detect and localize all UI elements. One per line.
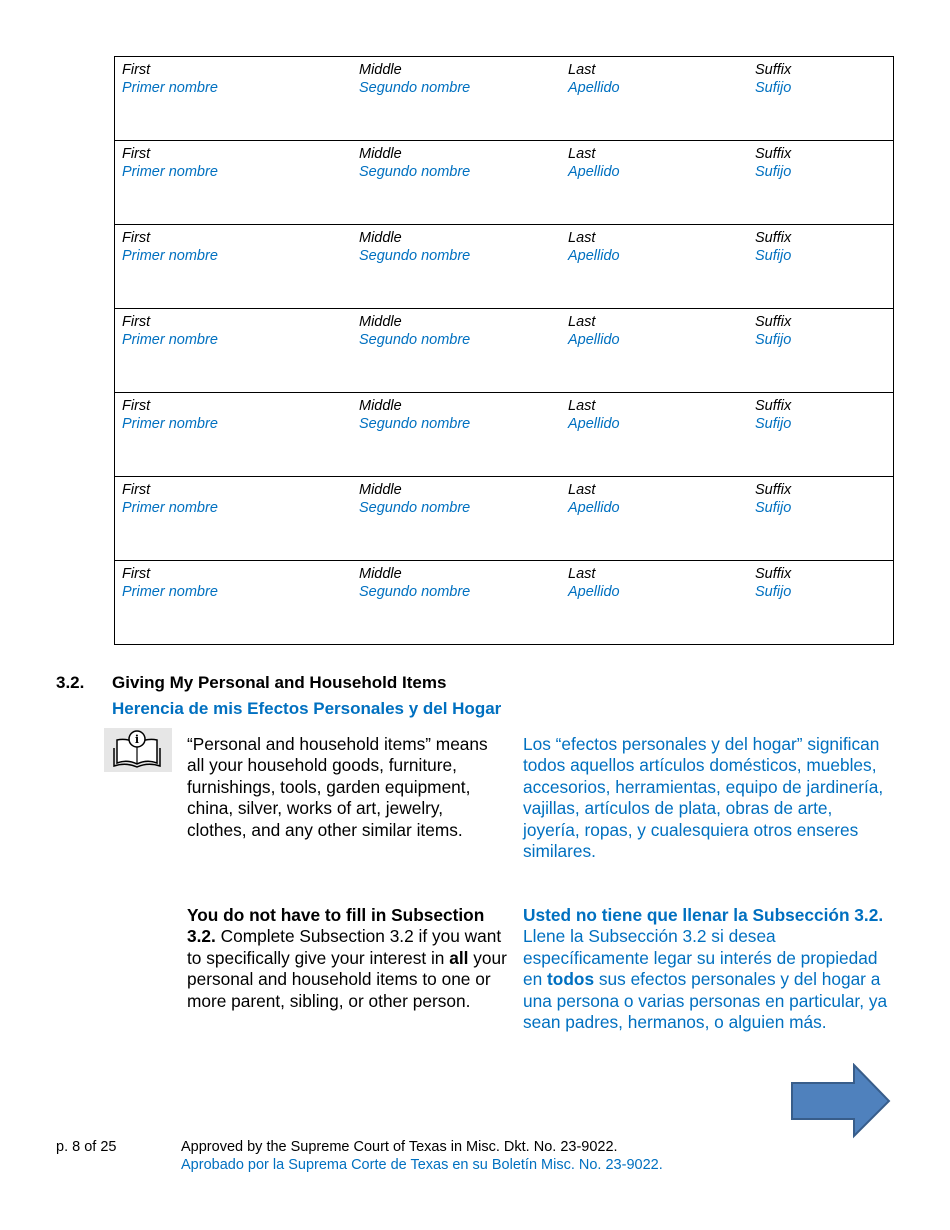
first-name-field-label-en: First <box>122 482 151 498</box>
approval-note-en: Approved by the Supreme Court of Texas in Misc. Dkt. No. 23-9022. <box>181 1139 618 1155</box>
suffix-field[interactable] <box>755 229 791 265</box>
last-name-field-label-es: Apellido <box>568 248 620 264</box>
info-book-icon <box>104 728 172 772</box>
svg-text:i: i <box>134 733 140 746</box>
first-name-field[interactable] <box>122 397 218 433</box>
page-number: p. 8 of 25 <box>56 1139 117 1155</box>
last-name-field[interactable] <box>568 313 620 349</box>
name-row[interactable] <box>115 141 893 225</box>
instruction-bold-todos: todos <box>547 969 595 990</box>
suffix-field-label-en: Suffix <box>755 62 792 78</box>
first-name-field[interactable] <box>122 61 218 97</box>
first-name-field-label-es: Primer nombre <box>122 332 218 348</box>
name-row[interactable] <box>115 57 893 141</box>
section-number: 3.2. <box>56 673 85 692</box>
suffix-field[interactable] <box>755 565 791 601</box>
approval-note-es: Aprobado por la Suprema Corte de Texas en su Boletín Misc. No. 23-9022. <box>181 1157 663 1173</box>
suffix-field-label-en: Suffix <box>755 230 792 246</box>
name-row[interactable] <box>115 477 893 561</box>
middle-name-field[interactable] <box>359 565 470 601</box>
instruction-bold-all: all <box>449 947 469 968</box>
middle-name-field-label-en: Middle <box>359 398 402 414</box>
middle-name-field-label-en: Middle <box>359 62 402 78</box>
middle-name-field-label-en: Middle <box>359 566 402 582</box>
first-name-field[interactable] <box>122 313 218 349</box>
last-name-field-label-en: Last <box>568 398 596 414</box>
first-name-field[interactable] <box>122 145 218 181</box>
last-name-field-label-en: Last <box>568 146 596 162</box>
middle-name-field[interactable] <box>359 481 470 517</box>
middle-name-field-label-en: Middle <box>359 146 402 162</box>
suffix-field-label-es: Sufijo <box>755 584 792 600</box>
last-name-field[interactable] <box>568 481 620 517</box>
middle-name-field-label-en: Middle <box>359 230 402 246</box>
first-name-field-label-es: Primer nombre <box>122 164 218 180</box>
middle-name-field-label-es: Segundo nombre <box>359 416 471 432</box>
middle-name-field[interactable] <box>359 313 470 349</box>
suffix-field-label-en: Suffix <box>755 566 792 582</box>
last-name-field-label-es: Apellido <box>568 500 620 516</box>
first-name-field-label-en: First <box>122 566 151 582</box>
first-name-field-label-es: Primer nombre <box>122 248 218 264</box>
name-table <box>114 56 894 645</box>
instruction-paragraph-en <box>187 905 507 1012</box>
first-name-field-label-es: Primer nombre <box>122 500 218 516</box>
section-title-en: Giving My Personal and Household Items <box>112 673 447 692</box>
first-name-field-label-en: First <box>122 398 151 414</box>
instruction-paragraph-es <box>523 905 893 1033</box>
instruction-text-es-b: sus efectos personales y del hogar a una persona o varias personas en particular, ya sean padres, hermanos, o alguien más. <box>523 969 888 1033</box>
last-name-field-label-es: Apellido <box>568 164 620 180</box>
suffix-field[interactable] <box>755 313 791 349</box>
first-name-field-label-en: First <box>122 314 151 330</box>
suffix-field[interactable] <box>755 145 791 181</box>
instruction-text-es-a: Llene la Subsección 3.2 si desea específicamente legar su interés de propiedad en <box>523 926 878 990</box>
first-name-field-label-en: First <box>122 230 151 246</box>
middle-name-field-label-es: Segundo nombre <box>359 248 471 264</box>
middle-name-field-label-es: Segundo nombre <box>359 584 471 600</box>
middle-name-field[interactable] <box>359 61 470 97</box>
suffix-field[interactable] <box>755 397 791 433</box>
next-page-arrow-icon[interactable] <box>790 1063 892 1144</box>
last-name-field[interactable] <box>568 145 620 181</box>
middle-name-field-label-en: Middle <box>359 482 402 498</box>
info-paragraph-en: “Personal and household items” means all your household goods, furniture, furnishings, tools, garden equipment, china, silver, works of art, jewelry, clothes, and any other similar items. <box>187 734 488 840</box>
suffix-field-label-es: Sufijo <box>755 416 792 432</box>
first-name-field-label-es: Primer nombre <box>122 80 218 96</box>
name-row[interactable] <box>115 561 893 644</box>
middle-name-field[interactable] <box>359 229 470 265</box>
first-name-field[interactable] <box>122 481 218 517</box>
name-row[interactable] <box>115 225 893 309</box>
name-row[interactable] <box>115 393 893 477</box>
name-row[interactable] <box>115 309 893 393</box>
suffix-field-label-en: Suffix <box>755 146 792 162</box>
first-name-field-label-en: First <box>122 146 151 162</box>
middle-name-field-label-es: Segundo nombre <box>359 164 471 180</box>
suffix-field[interactable] <box>755 481 791 517</box>
last-name-field-label-en: Last <box>568 566 596 582</box>
last-name-field-label-en: Last <box>568 314 596 330</box>
middle-name-field[interactable] <box>359 397 470 433</box>
last-name-field-label-es: Apellido <box>568 584 620 600</box>
instruction-text-en-a: Complete Subsection 3.2 if you want to specifically give your interest in <box>187 926 502 968</box>
middle-name-field-label-es: Segundo nombre <box>359 80 471 96</box>
instruction-bold-es: Usted no tiene que llenar la Subsección 3.2. <box>523 905 884 925</box>
last-name-field-label-en: Last <box>568 482 596 498</box>
last-name-field-label-en: Last <box>568 62 596 78</box>
last-name-field[interactable] <box>568 565 620 601</box>
suffix-field-label-en: Suffix <box>755 482 792 498</box>
last-name-field[interactable] <box>568 229 620 265</box>
last-name-field-label-es: Apellido <box>568 332 620 348</box>
first-name-field[interactable] <box>122 565 218 601</box>
section-title-es: Herencia de mis Efectos Personales y del Hogar <box>112 699 502 718</box>
suffix-field-label-es: Sufijo <box>755 164 792 180</box>
last-name-field-label-es: Apellido <box>568 80 620 96</box>
suffix-field-label-es: Sufijo <box>755 80 792 96</box>
first-name-field-label-en: First <box>122 62 151 78</box>
suffix-field-label-es: Sufijo <box>755 500 792 516</box>
first-name-field[interactable] <box>122 229 218 265</box>
suffix-field[interactable] <box>755 61 791 97</box>
middle-name-field-label-en: Middle <box>359 314 402 330</box>
last-name-field-label-es: Apellido <box>568 416 620 432</box>
suffix-field-label-es: Sufijo <box>755 332 792 348</box>
last-name-field[interactable] <box>568 61 620 97</box>
suffix-field-label-en: Suffix <box>755 314 792 330</box>
suffix-field-label-es: Sufijo <box>755 248 792 264</box>
suffix-field-label-en: Suffix <box>755 398 792 414</box>
last-name-field[interactable] <box>568 397 620 433</box>
middle-name-field-label-es: Segundo nombre <box>359 500 471 516</box>
middle-name-field[interactable] <box>359 145 470 181</box>
info-paragraph-es: Los “efectos personales y del hogar” significan todos aquellos artículos domésticos, muebles, accesorios, herramientas, equipo de jardinería, vajillas, artículos de plata, obras de arte, joyería, ropas, y cualesquiera otros enseres similares. <box>523 734 884 862</box>
middle-name-field-label-es: Segundo nombre <box>359 332 471 348</box>
instruction-bold-en: You do not have to fill in Subsection 3.2. <box>187 905 485 947</box>
first-name-field-label-es: Primer nombre <box>122 416 218 432</box>
last-name-field-label-en: Last <box>568 230 596 246</box>
first-name-field-label-es: Primer nombre <box>122 584 218 600</box>
instruction-text-en-b: your personal and household items to one or more parent, sibling, or other person. <box>187 947 507 1011</box>
